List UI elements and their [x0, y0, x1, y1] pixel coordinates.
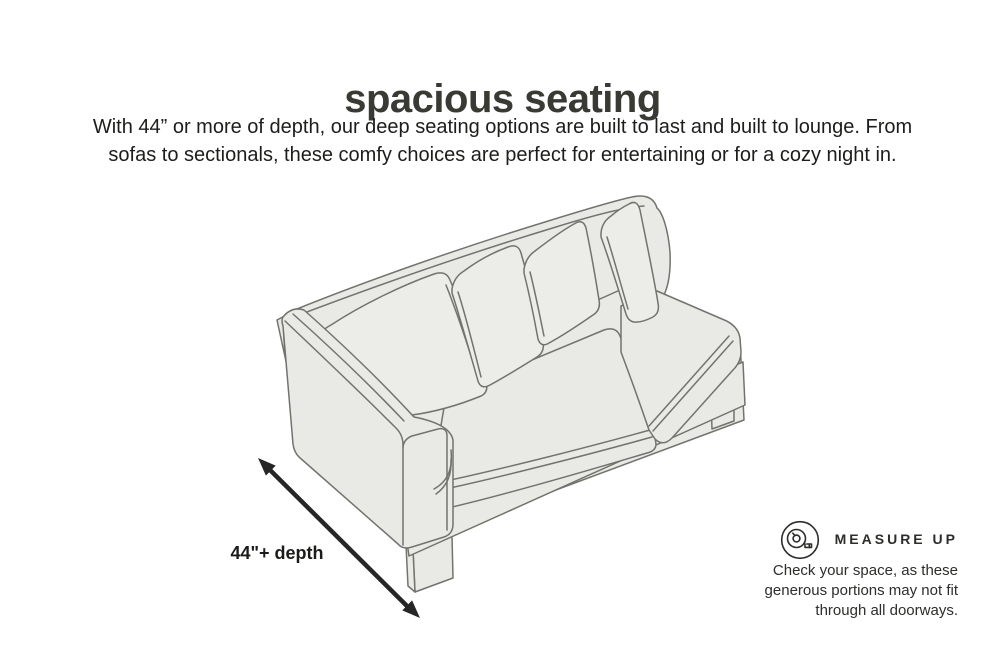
measure-up-note	[750, 561, 958, 621]
depth-dimension-label: 44"+ depth	[230, 543, 324, 563]
measure-up-note-line-1: Check your space, as these	[772, 562, 958, 579]
measure-up-heading: MEASURE UP	[834, 531, 958, 547]
page-title: spacious seating	[344, 76, 661, 121]
intro-line-1: With 44” or more of depth, our deep seating options are built to last and built to lounge. From	[92, 116, 913, 138]
measure-up-note-line-2: generous portions may not fit	[764, 582, 958, 599]
measuring-tape-icon	[778, 518, 822, 562]
measure-up-note-line-3: through all doorways.	[815, 602, 958, 619]
intro-line-2: sofas to sectionals, these comfy choices are perfect for entertaining or for a cozy night in.	[108, 144, 897, 166]
